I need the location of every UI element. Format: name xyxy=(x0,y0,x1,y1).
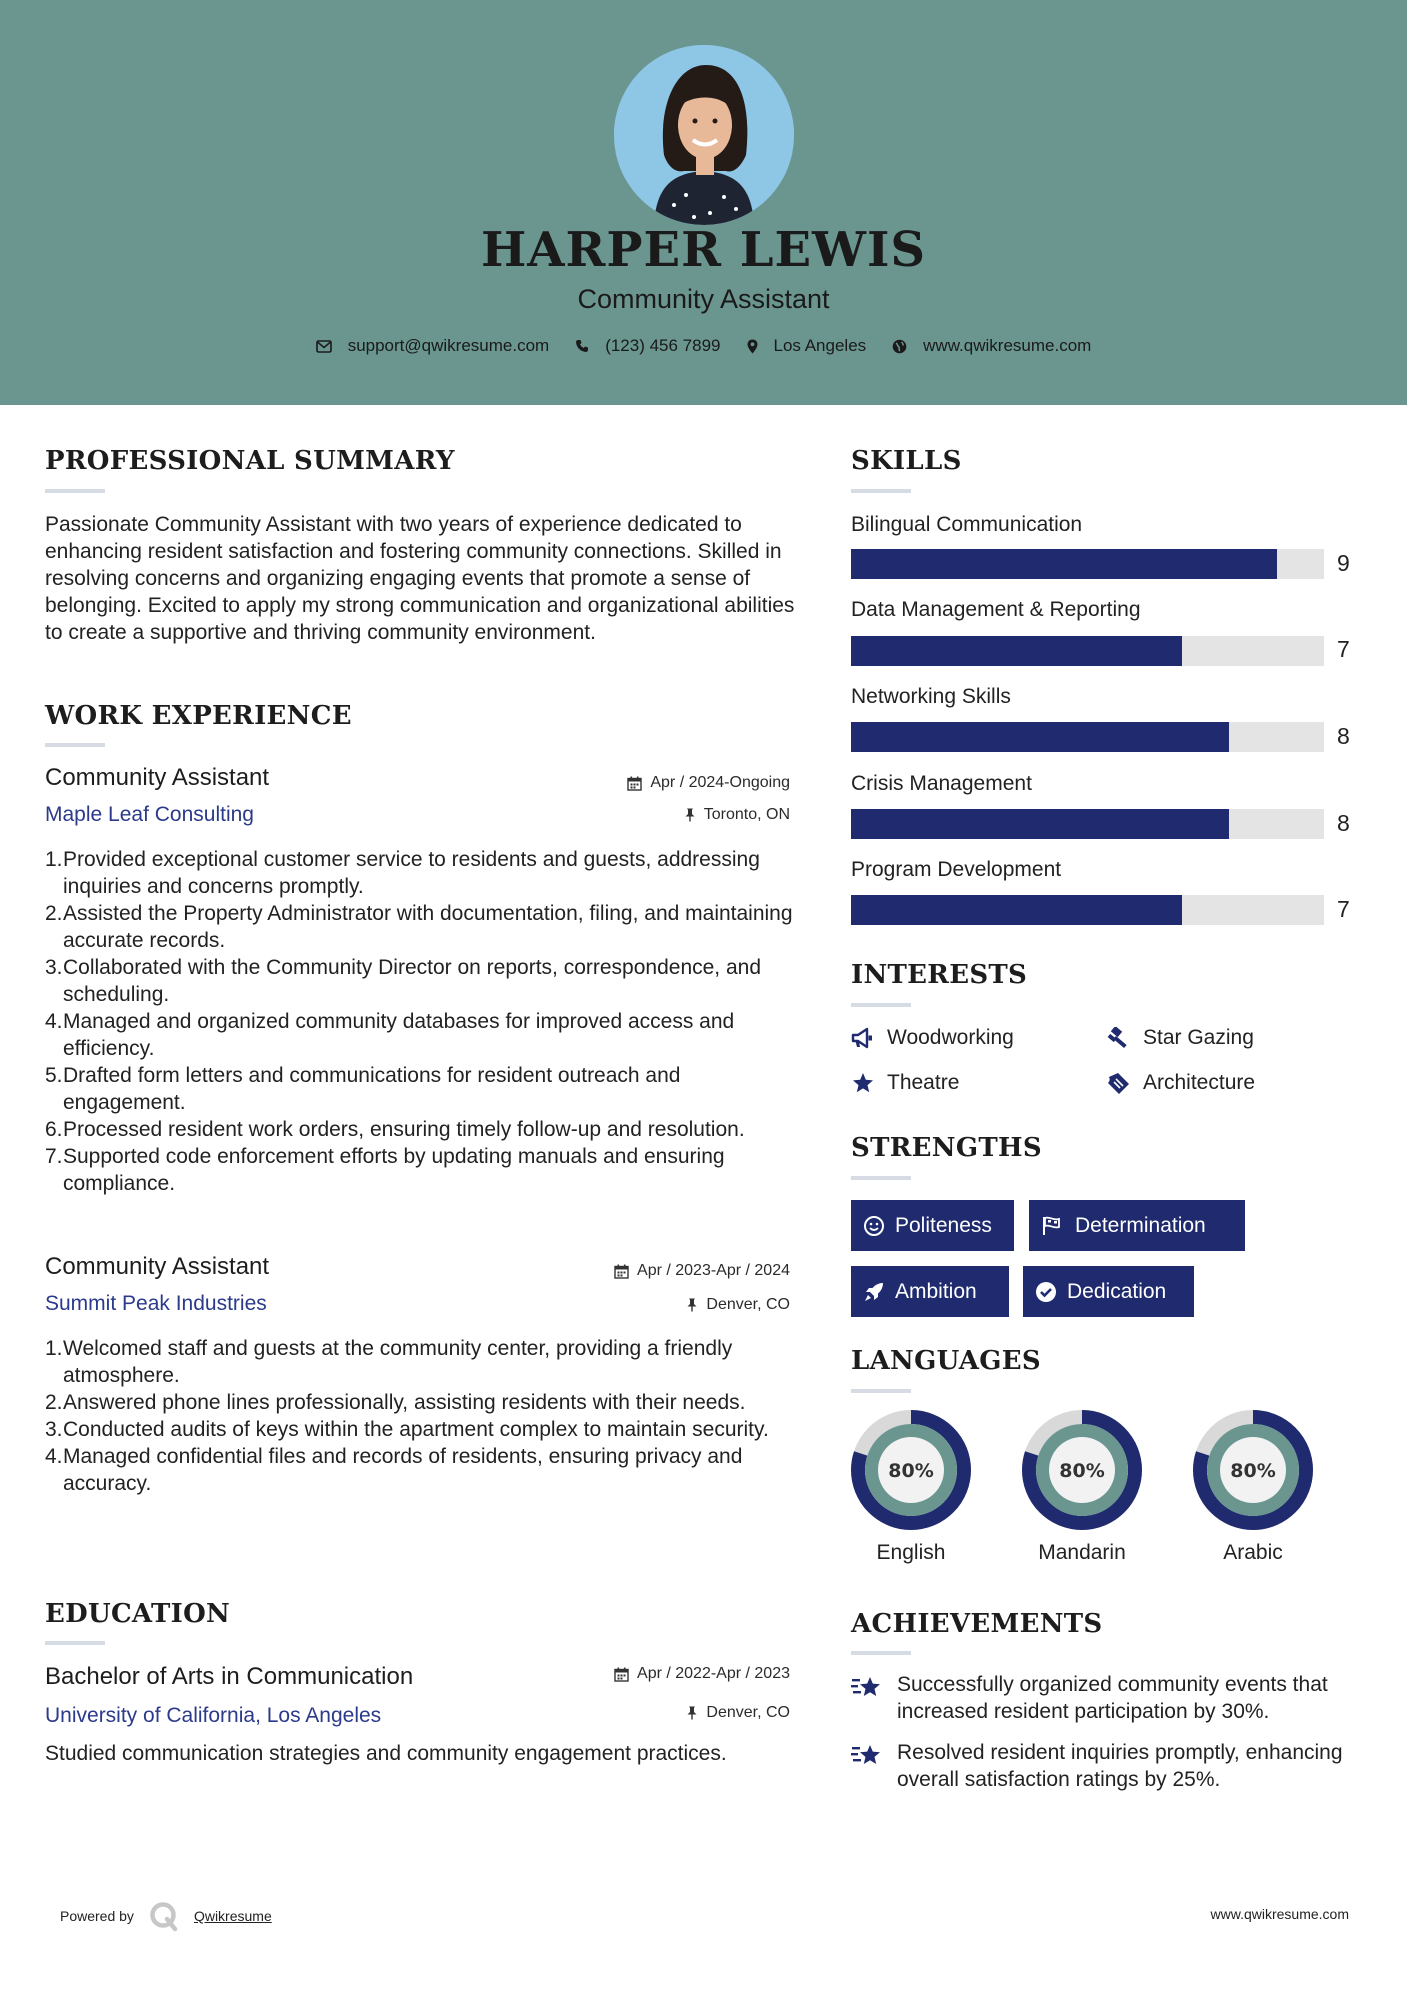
pushpin-icon xyxy=(686,1706,698,1720)
profile-photo xyxy=(614,45,794,225)
strength-label: Dedication xyxy=(1067,1279,1167,1303)
interest-item xyxy=(851,1071,959,1095)
strength-badge xyxy=(851,1266,1009,1317)
skill-bar xyxy=(851,722,1324,752)
list-item: 4. Managed confidential files and records of residents, ensuring privacy and accuracy. xyxy=(45,1445,743,1495)
language-percent: 80% xyxy=(888,1460,934,1482)
languages-heading: LANGUAGES xyxy=(851,1346,1041,1376)
resume-header xyxy=(0,0,1407,405)
shooting-star-icon xyxy=(851,1742,883,1768)
list-item: 1. Welcomed staff and guests at the community center, providing a friendly atmosphere. xyxy=(45,1337,733,1387)
language-ring xyxy=(1021,1409,1143,1531)
job-location xyxy=(684,806,790,824)
phone-icon xyxy=(575,339,589,353)
skills-divider xyxy=(851,489,911,493)
interest-item xyxy=(1107,1026,1254,1050)
list-item: 7. Supported code enforcement efforts by updating manuals and ensuring compliance. xyxy=(45,1145,725,1195)
job-dates xyxy=(627,774,790,792)
globe-icon xyxy=(892,339,907,354)
skills-heading: SKILLS xyxy=(851,446,962,476)
language-percent: 80% xyxy=(1230,1460,1276,1482)
skill-label: Program Development xyxy=(851,858,1062,881)
job-bullet-list xyxy=(45,1335,795,1497)
list-item: 1. Provided exceptional customer service to residents and guests, addressing inquiries and concerns promptly. xyxy=(45,848,760,898)
flag-icon xyxy=(1041,1216,1065,1236)
skill-label: Data Management & Reporting xyxy=(851,598,1141,621)
skill-bar xyxy=(851,809,1324,839)
contact-email-text: support@qwikresume.com xyxy=(347,336,550,355)
summary-divider xyxy=(45,489,105,493)
list-item: 3. Collaborated with the Community Director on reports, correspondence, and scheduling. xyxy=(45,956,762,1006)
qwikresume-logo-icon xyxy=(148,1900,180,1932)
skill-bar-fill xyxy=(851,895,1182,925)
language-label: English xyxy=(876,1541,946,1564)
list-item: 3. Conducted audits of keys within the apartment complex to maintain security. xyxy=(45,1418,769,1441)
skill-value: 7 xyxy=(1337,896,1350,922)
strength-label: Politeness xyxy=(895,1213,992,1237)
shooting-star-icon xyxy=(851,1674,883,1700)
calendar-icon xyxy=(614,1667,629,1682)
skill-bar-fill xyxy=(851,809,1229,839)
achievements-heading: ACHIEVEMENTS xyxy=(851,1609,1103,1639)
gavel-icon xyxy=(1107,1027,1131,1049)
calendar-icon xyxy=(614,1264,629,1279)
footer-powered-by xyxy=(60,1900,272,1932)
job-title: Community Assistant xyxy=(45,1253,270,1280)
powered-by-text: Powered by xyxy=(60,1908,134,1924)
interest-label: Woodworking xyxy=(887,1026,1014,1049)
language-item xyxy=(850,1409,972,1564)
language-item xyxy=(1192,1409,1314,1564)
strength-badge xyxy=(1023,1266,1194,1317)
skill-value: 9 xyxy=(1337,550,1350,576)
achievements-divider xyxy=(851,1651,911,1655)
list-item: 2. Assisted the Property Administrator with documentation, filing, and maintaining accurate records. xyxy=(45,902,793,952)
languages-divider xyxy=(851,1389,911,1393)
candidate-title: Community Assistant xyxy=(577,284,830,314)
job-dates xyxy=(614,1262,790,1280)
achievement-item xyxy=(851,1671,1371,1725)
summary-heading: PROFESSIONAL SUMMARY xyxy=(45,446,455,476)
job-title: Community Assistant xyxy=(45,764,270,791)
education-divider xyxy=(45,1641,105,1645)
strengths-divider xyxy=(851,1176,911,1180)
interests-heading: INTERESTS xyxy=(851,960,1028,990)
smile-icon xyxy=(863,1215,885,1237)
skill-value: 8 xyxy=(1337,723,1350,749)
achievement-text: Successfully organized community events that increased resident participation by 30%. xyxy=(897,1673,1328,1723)
education-location xyxy=(686,1704,790,1722)
list-item: 5. Drafted form letters and communications for resident outreach and engagement. xyxy=(45,1064,681,1114)
interest-item xyxy=(851,1026,1014,1050)
skill-bar-fill xyxy=(851,549,1277,579)
list-item: 6. Processed resident work orders, ensuring timely follow-up and resolution. xyxy=(45,1118,745,1141)
strength-label: Determination xyxy=(1075,1213,1206,1237)
education-school: University of California, Los Angeles xyxy=(45,1704,382,1727)
footer-brand-link[interactable]: Qwikresume xyxy=(193,1908,272,1924)
check-circle-icon xyxy=(1035,1281,1057,1303)
skill-label: Networking Skills xyxy=(851,685,1011,708)
contact-website[interactable] xyxy=(892,336,1091,356)
pushpin-icon xyxy=(684,808,696,822)
summary-text: Passionate Community Assistant with two years of experience dedicated to enhancing resident satisfaction and fostering community connections. Skilled in resolving concerns and organizing engaging events that promote a sense of belonging. Excited to apply my strong communication and organizational abilities to create a supportive and thriving community environment. xyxy=(45,513,795,644)
contact-phone-text: (123) 456 7899 xyxy=(605,336,721,355)
achievement-text: Resolved resident inquiries promptly, enhancing overall satisfaction ratings by 25%. xyxy=(897,1741,1343,1791)
education-dates xyxy=(614,1665,790,1683)
profile-photo-image xyxy=(614,45,794,225)
experience-divider xyxy=(45,743,105,747)
rocket-icon xyxy=(863,1281,885,1303)
contact-email[interactable] xyxy=(316,336,550,356)
interest-item xyxy=(1107,1071,1255,1095)
education-dates-text: Apr / 2022-Apr / 2023 xyxy=(637,1665,790,1682)
contact-website-text: www.qwikresume.com xyxy=(923,336,1092,355)
education-description: Studied communication strategies and community engagement practices. xyxy=(45,1742,727,1765)
strength-badge xyxy=(1029,1200,1245,1251)
contact-bar xyxy=(0,336,1407,356)
megaphone-icon xyxy=(851,1027,875,1049)
job-dates-text: Apr / 2024-Ongoing xyxy=(650,774,790,791)
education-heading: EDUCATION xyxy=(45,1599,231,1629)
list-item: 4. Managed and organized community databases for improved access and efficiency. xyxy=(45,1010,735,1060)
candidate-name: HARPER LEWIS xyxy=(480,222,927,278)
language-ring xyxy=(850,1409,972,1531)
map-pin-icon xyxy=(747,339,758,354)
job-company: Summit Peak Industries xyxy=(45,1292,267,1315)
experience-heading: WORK EXPERIENCE xyxy=(45,701,352,731)
skill-value: 8 xyxy=(1337,810,1350,836)
skill-bar xyxy=(851,895,1324,925)
contact-location xyxy=(747,336,867,356)
interest-label: Star Gazing xyxy=(1143,1026,1254,1049)
calendar-icon xyxy=(627,776,642,791)
skill-label: Crisis Management xyxy=(851,772,1032,795)
contact-location-text: Los Angeles xyxy=(773,336,867,355)
skill-bar xyxy=(851,549,1324,579)
footer-website[interactable]: www.qwikresume.com xyxy=(1210,1906,1349,1922)
list-item: 2. Answered phone lines professionally, assisting residents with their needs. xyxy=(45,1391,746,1414)
job-company: Maple Leaf Consulting xyxy=(45,803,254,826)
language-item xyxy=(1021,1409,1143,1564)
strength-badge xyxy=(851,1200,1014,1251)
strengths-heading: STRENGTHS xyxy=(851,1133,1042,1163)
education-degree: Bachelor of Arts in Communication xyxy=(45,1663,414,1690)
pushpin-icon xyxy=(686,1298,698,1312)
job-location-text: Denver, CO xyxy=(706,1296,790,1313)
skill-bar xyxy=(851,636,1324,666)
job-bullet-list xyxy=(45,846,795,1197)
skill-bar-fill xyxy=(851,722,1229,752)
strength-label: Ambition xyxy=(895,1279,977,1303)
interest-label: Theatre xyxy=(887,1071,960,1094)
job-location-text: Toronto, ON xyxy=(703,806,790,823)
language-label: Mandarin xyxy=(1038,1541,1126,1564)
language-ring xyxy=(1192,1409,1314,1531)
interests-divider xyxy=(851,1003,911,1007)
skill-value: 7 xyxy=(1337,636,1350,662)
skill-bar-fill xyxy=(851,636,1182,666)
star-icon xyxy=(851,1072,875,1094)
envelope-icon xyxy=(316,340,332,353)
contact-phone[interactable] xyxy=(575,336,720,356)
ticket-icon xyxy=(1107,1072,1131,1094)
education-location-text: Denver, CO xyxy=(706,1704,790,1721)
job-dates-text: Apr / 2023-Apr / 2024 xyxy=(637,1262,790,1279)
language-label: Arabic xyxy=(1223,1541,1283,1564)
interest-label: Architecture xyxy=(1143,1071,1256,1094)
job-location xyxy=(686,1296,790,1314)
achievement-item xyxy=(851,1739,1371,1793)
language-percent: 80% xyxy=(1059,1460,1105,1482)
skill-label: Bilingual Communication xyxy=(851,513,1083,536)
